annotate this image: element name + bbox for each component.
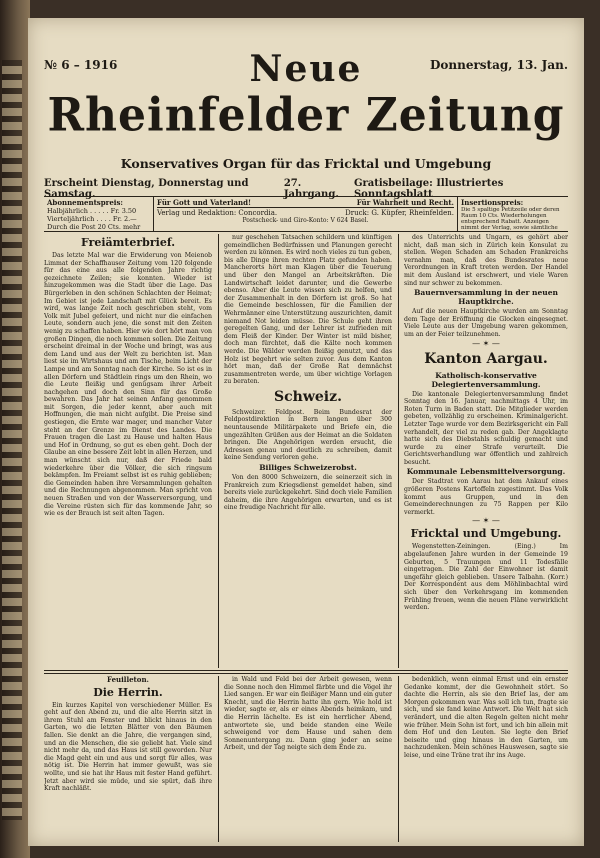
feuilleton-rule <box>44 670 568 674</box>
masthead-subtitle: Konservatives Organ für das Fricktal und Umgebung <box>120 156 492 171</box>
year-of-publication: 27. Jahrgang. <box>283 178 339 200</box>
article-text: Wegenstetten-Zeiningen. (Eing.) Im abgelaufenen Jahre wurden in der Gemeinde 19 Geburten, 5 Trauungen und 11 Todesfälle eingetragen. Die Zahl der Einwohner ist damit ungefähr gleich geblieben. Unsere Talbahn. (Korr.) Der Korrespondent aus dem Möhlinbachtal wird sich über den Verkehrsgang im kommenden Frühling freuen, wenn die neuen Pläne verwirklicht werden. <box>404 543 568 612</box>
ads-text: Die 5 spaltige Petitzeile oder deren Raum 10 Cts. Wiederholungen entsprechend Rabatt. Anzeigen nimmt der Verlag, sowie sämtliche <box>461 207 560 231</box>
column-2 <box>224 234 392 668</box>
ads-box <box>458 197 568 231</box>
postal-account: Postscheck- und Giro-Konto: V 624 Basel. <box>242 217 369 224</box>
article-text: Von den 8000 Schweizern, die seinerzeit sich in Frankreich zum Kriegsdienst gemeldet haben, sind bereits viele zurückgekehrt. Sind doch viele Familien daheim, die ihre Angehörigen erwarten, und es ist eine freudige Nachricht für alle. <box>224 474 392 512</box>
feuilleton-text: Ein kurzes Kapitel von verschiedener Müller. Es geht auf den Abend zu, und die alte Herrin sitzt in ihrem Stuhl am Fenster und blickt hinaus in den Garten, wo die letzten Blätter von den Bäumen fallen. Sie denkt an die Jahre, die vergangen sind, und an die Menschen, die sie geliebt hat. Viele sind nicht mehr da, und das Haus ist still geworden. Nur die Magd geht ein und aus und sorgt für alles, was nötig ist. Die Herrin hat immer gewußt, was sie wollte, und sie hat ihr Haus mit fester Hand geführt. Jetzt aber wird sie müde, und sie spürt, daß ihre Kraft nachläßt. <box>44 701 212 793</box>
subscription-line: Vierteljährlich . . . . Fr. 2.— <box>47 215 137 223</box>
feuilleton-column-1 <box>44 676 212 842</box>
article-subheading: Bauernversammlung in der neuen Hauptkirche. <box>414 288 558 307</box>
subscription-box <box>44 197 154 231</box>
feuilleton-label: Feuilleton. <box>107 676 149 684</box>
column-divider <box>218 676 219 842</box>
section-heading-fricktal: Fricktal und Umgebung. <box>410 527 562 541</box>
ads-title: Insertionspreis: <box>461 198 524 207</box>
printer-name: Druck: G. Küpfer, Rheinfelden. <box>345 209 454 217</box>
feuilleton-heading: Die Herrin. <box>93 685 163 699</box>
article-subheading: Katholisch-konservative Delegiertenversammlung. <box>431 370 541 389</box>
publisher-name: Verlag und Redaktion: Concordia. <box>157 209 278 217</box>
info-bar <box>44 196 568 232</box>
motto-right: Für Wahrheit und Recht. <box>356 198 454 207</box>
feuilleton-column-3 <box>404 676 568 842</box>
article-text: Auf die neuen Hauptkirche wurden am Sonntag dem Tage der Eröffnung die Glocken eingesegnet. Viele Leute aus der Umgebung waren gekommen, um an der Feier teilzunehmen. <box>404 308 568 338</box>
publisher-box <box>154 197 458 231</box>
publisher-row <box>157 209 454 217</box>
column-1 <box>44 234 212 668</box>
feuilleton-column-2 <box>224 676 392 842</box>
issue-number: № 6 – 1916 <box>44 58 118 72</box>
feuilleton-text: in Wald und Feld bei der Arbeit gewesen, wenn die Sonne noch den Himmel färbte und die Vögel ihr Lied sangen. Er war ein fleißiger Mann und ein guter Knecht, und die Herrin hatte ihn gern. Wie hold ist wieder, sagte er, als er eines Abends heimkam, und die Herrin lächelte. Es ist ein herrlicher Abend, antwortete sie, und beide standen eine Weile schweigend vor dem Hause und sahen dem Sonnenuntergang zu. Dann ging jeder an seine Arbeit, und der Tag neigte sich dem Ende zu. <box>224 676 392 752</box>
article-text: Schweizer. Feldpost. Beim Bundesrat der Feldpostdirektion in Bern langen über 300 neuntausende Militärpakete und Briefe ein, die ungezählten Grüßen aus der Heimat an die Soldaten bringen. Die Angehörigen werden ersucht, die Adressen genau und deutlich zu schreiben, damit keine Sendung verloren gehe. <box>224 408 392 462</box>
supplement-note: Gratisbeilage: Illustriertes Sonntagsblatt <box>353 178 504 200</box>
separator: — ✶ — <box>472 516 500 526</box>
book-binding <box>0 0 30 858</box>
column-divider <box>398 676 399 842</box>
masthead-title-line1: Neue <box>249 48 363 90</box>
article-text: nur geschehen Tatsachen schildern und künftigen gemeindlichen Bedürfnissen und Planungen gerecht werden zu können. Es wird noch vieles zu tun geben, bis alle Dinge ihren rechten Platz gefunden haben. Mancherorts hört man Klagen über die Teuerung und über den Mangel an Arbeitskräften. Die Landwirtschaft leidet darunter, und die Gewerbe ebenso. Aber die Leute wissen sich zu helfen, und der Zusammenhalt in den Dörfern ist groß. So hat die Gemeinde beschlossen, für die Familien der Wehrmänner eine Unterstützung auszurichten, damit niemand Not leiden müsse. Die Schule geht ihren geregelten Gang, und der Lehrer ist zufrieden mit dem Fleiß der Kinder. Der Winter ist mild bisher, doch man fürchtet, daß die Kälte noch kommen werde. Die Wälder werden fleißig genutzt, und das Holz ist begehrt wie selten zuvor. Aus dem Kanton hört man, daß der Große Rat demnächst zusammentreten werde, um über wichtige Vorlagen zu beraten. <box>224 234 392 386</box>
motto-left: Für Gott und Vaterland! <box>157 198 252 207</box>
feuilleton-text: bedenklich, wenn einmal Ernst und ein ernster Gedanke kommt, der die Gewohnheit stört. So dachte die Herrin, als sie den Brief las, der am Morgen gekommen war. Was soll ich tun, fragte sie sich, und sie fand keine Antwort. Die Welt hat sich verändert, und die alten Regeln gelten nicht mehr wie früher. Mein Sohn ist fort, und ich bin allein mit dem Hof und den Leuten. Sie legte den Brief beiseite und ging hinaus in den Garten, um nachzudenken. Mein schönes Hauswesen, sagte sie leise, und eine Träne trat ihr ins Auge. <box>404 676 568 759</box>
column-3 <box>404 234 568 668</box>
article-text: des Unterrichts und Ungarn, es gehört aber nicht, daß man sich in Zürich kein Konsulat zu stellen. Wegen Schaden am Schaden Frankreichs vernahm man, daß des Bundesrates neue Verordnungen in Kraft treten werden. Der Handel mit dem Ausland ist erschwert, und viele Waren sind nur schwer zu bekommen. <box>404 234 568 287</box>
article-text: Das letzte Mal war die Erwiderung von Meienob Limmat der Schaffhauser Zeitung vom 120 folgende für das eine aus alle folgenden Jahre richtig gezeichnete Zeilen; sie konnten. Wieder ist hinzugekommen was die Stadt über die Lage. Das Bürgerleben in den schönen Schlachten der Heimat; Im Gebiet ist jede Landschaft mit Glück bereit. Es wird, was lange Zeit noch geschrieben steht, vom Volk mit Jubel gefeiert, und nicht nur die einfachen Leute, sondern auch jene, die sonst mit den Zeiten wenig zu schaffen haben. Hier wie dort hört man von großen Dingen, die noch kommen sollen. Die Zeitung erscheint dreimal in der Woche und bringt, was aus dem Land und aus der Welt zu berichten ist. Man liest sie im Wirtshaus und am Tische, beim Licht der Lampe und am Sonntag nach der Kirche. So ist es in allen Dörfern und Städtlein rings um den Rhein, wo die Leute fleißig und genügsam ihrer Arbeit nachgehen und doch den Sinn für das Große bewahren. Das Jahr hat seinen Anfang genommen mit Sorgen, die jeder kennt, aber auch mit Hoffnungen, die man nicht aufgibt. Die Preise sind gestiegen, die Ernte war mager, und mancher Vater steht an der Grenze im Dienst des Landes. Die Frauen tragen die Last zu Hause und halten Haus und Hof in Ordnung, so gut es eben geht. Doch der Glaube an eine bessere Zeit lebt in allen Herzen, und man wünscht sich nur, daß der Friede bald wiederkehre über die Völker, die sich ringsum bekämpfen. Im Freiamt selbst ist es ruhig geblieben; die Gemeinden haben ihre Versammlungen gehalten und die Rechnungen abgenommen. Man spricht von neuen Straßen und von der Wasserversorgung, und die Vereine rüsten sich für das kommende Jahr, so wie es der Brauch ist seit alten Tagen. <box>44 252 212 518</box>
column-divider <box>398 234 399 668</box>
newspaper-page <box>28 18 584 846</box>
subscription-line: Halbjährlich . . . . . Fr. 3.50 <box>47 207 137 215</box>
article-heading-freiaemterbrief: Freiämterbrief. <box>80 236 176 249</box>
article-subheading: Kommunale Lebensmittelversorgung. <box>406 467 566 477</box>
article-text: Der Stadtrat von Aarau hat dem Ankauf eines größeren Postens Kartoffeln zugestimmt. Das Volk kommt aus Gruppen, und in den Gemeinderechnungen zu 75 Rappen per Kilo vermerkt. <box>404 478 568 516</box>
issue-date: Donnerstag, 13. Jan. <box>429 58 568 72</box>
subscription-title: Abonnementspreis: <box>47 198 123 207</box>
masthead-title-line2: Rheinfelder Zeitung <box>47 88 565 143</box>
article-text: Die kantonale Delegiertenversammlung findet Sonntag den 16. Januar, nachmittags 4 Uhr, im Roten Turm in Baden statt. Die Mitglieder werden gebeten, vollzählig zu erscheinen. Kriminalgericht. Letzter Tage wurde vor dem Bezirksgericht ein Fall verhandelt, der viel zu reden gab. Der Angeklagte hatte sich des Diebstahls schuldig gemacht und wurde zu einer Strafe verurteilt. Die Gerichtsverhandlung war öffentlich und zahlreich besucht. <box>404 390 568 466</box>
column-divider <box>218 234 219 668</box>
publication-days: Erscheint Dienstag, Donnerstag und Samstag. <box>44 178 249 200</box>
section-heading-kanton-aargau: Kanton Aargau. <box>424 350 548 367</box>
binding-strip <box>2 60 22 820</box>
article-subheading: Billiges Schweizerobst. <box>259 463 357 473</box>
subscription-line: Durch die Post 20 Cts. mehr <box>47 223 141 231</box>
separator: — ✶ — <box>472 338 500 348</box>
motto-row <box>157 198 454 208</box>
section-heading-schweiz: Schweiz. <box>274 388 342 405</box>
